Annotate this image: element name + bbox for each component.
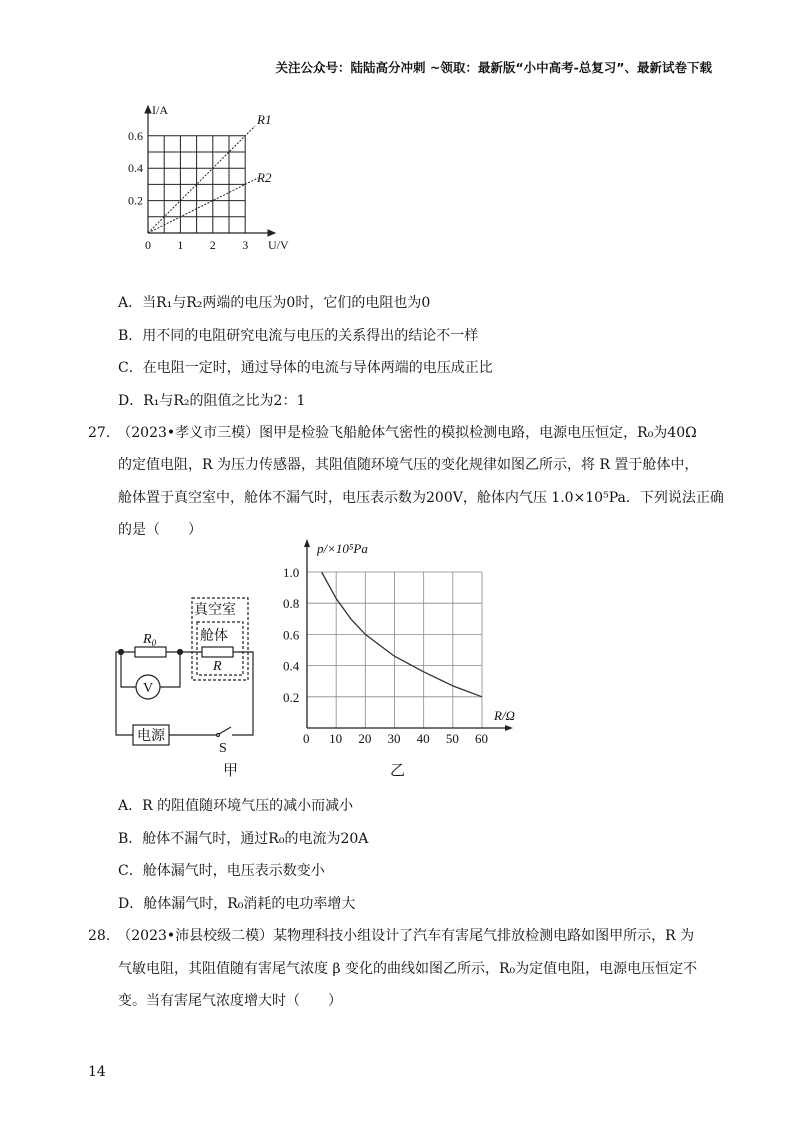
q28-line: 气敏电阻，其阻值随有害尾气浓度 β 变化的曲线如图乙所示，R₀为定值电阻，电源电压恒定不: [118, 961, 698, 977]
caption-yi: 乙: [390, 763, 406, 779]
q28-line: 变。当有害尾气浓度增大时（ ）: [118, 993, 342, 1009]
page-header: 关注公众号：陆陆高分冲刺 ~领取：最新版“小中高考-总复习”、最新试卷下载: [275, 60, 712, 75]
r1-label: R1: [257, 112, 272, 127]
labels: [283, 541, 515, 779]
option-b: B．舱体不漏气时，通过R₀的电流为20A: [118, 831, 369, 847]
y-arrow: [304, 539, 310, 547]
option-b: B．用不同的电阻研究电流与电压的关系得出的结论不一样: [118, 328, 479, 344]
voltmeter-label: V: [143, 681, 154, 696]
y-tick-label: 0.6: [283, 627, 300, 643]
labels: [128, 103, 289, 252]
x-tick-label: 50: [445, 731, 459, 746]
x-tick-label: 0: [303, 731, 310, 746]
x-tick-label: 2: [209, 238, 216, 252]
q27-line: 的定值电阻，R 为压力传感器，其阻值随环境气压的变化规律如图乙所示，将 R 置于舱体中，: [118, 457, 699, 473]
x-tick-label: 60: [475, 731, 488, 746]
x-tick-label: 0: [145, 238, 151, 252]
y-tick-label: 0.8: [283, 596, 300, 612]
y-axis-label: I/A: [152, 103, 168, 117]
y-tick-label: 0.2: [128, 193, 143, 208]
y-axis-label: p/×10⁵Pa: [317, 541, 368, 556]
resistor-r0: [135, 647, 166, 657]
pressure-resistance-chart: [283, 539, 515, 779]
y-tick-label: 0.4: [128, 161, 143, 176]
y-tick-label: 0.4: [283, 658, 300, 674]
x-axis-label: U/V: [268, 238, 289, 252]
y-arrow: [145, 106, 151, 113]
option-a: A．R 的阻值随环境气压的减小而减小: [118, 798, 354, 814]
x-tick-label: 30: [387, 731, 401, 746]
y-tick-label: 0.2: [283, 689, 300, 705]
y-tick-label: 1.0: [283, 565, 300, 580]
x-tick-label: 20: [358, 731, 372, 746]
x-arrow: [268, 230, 275, 236]
option-a: A．当R₁与R₂两端的电压为0时，它们的电阻也为0: [118, 295, 431, 311]
y-tick-label: 0.6: [128, 128, 143, 143]
x-axis-label: R/Ω: [494, 708, 515, 723]
x-tick-label: 1: [177, 238, 184, 252]
r0-label: $R_0$: [143, 632, 157, 648]
q27-line: 的是（ ）: [118, 522, 202, 538]
switch-label: S: [219, 741, 227, 756]
vacuum-label: 真空室: [194, 603, 236, 618]
circuit-diagram: [116, 598, 253, 745]
iu-graph: [128, 103, 289, 252]
page-number: 14: [88, 1064, 106, 1080]
option-d: D．舱体漏气时，R₀消耗的电功率增大: [118, 896, 356, 912]
x-tick-label: 10: [329, 731, 343, 746]
caption-jia: 甲: [223, 763, 239, 779]
x-tick-label: 40: [416, 731, 430, 746]
q28-line: 28. （2023•沛县校级二模）某物理科技小组设计了汽车有害尾气排放检测电路如图甲所示，R 为: [88, 928, 695, 944]
option-d: D．R₁与R₂的阻值之比为2：1: [118, 393, 306, 409]
x-tick-label: 3: [242, 238, 249, 252]
q27-line: 27. （2023•孝义市三模）图甲是检验飞船舱体气密性的模拟检测电路，电源电压恒定，R₀为40Ω: [88, 425, 697, 441]
option-c: C．舱体漏气时，电压表示数变小: [118, 863, 325, 879]
resistor-r: [202, 647, 233, 657]
cabin-label: 舱体: [200, 629, 228, 644]
option-c: C．在电阻一定时，通过导体的电流与导体两端的电压成正比: [118, 360, 493, 376]
q27-line: 舱体置于真空室中，舱体不漏气时，电压表示数为200V，舱体内气压 1.0×10⁵Pa．下列说法正确: [118, 490, 724, 506]
r-label: R: [213, 659, 222, 674]
source-label: 电源: [137, 729, 165, 744]
r2-label: R2: [257, 170, 272, 185]
x-arrow: [505, 725, 513, 731]
